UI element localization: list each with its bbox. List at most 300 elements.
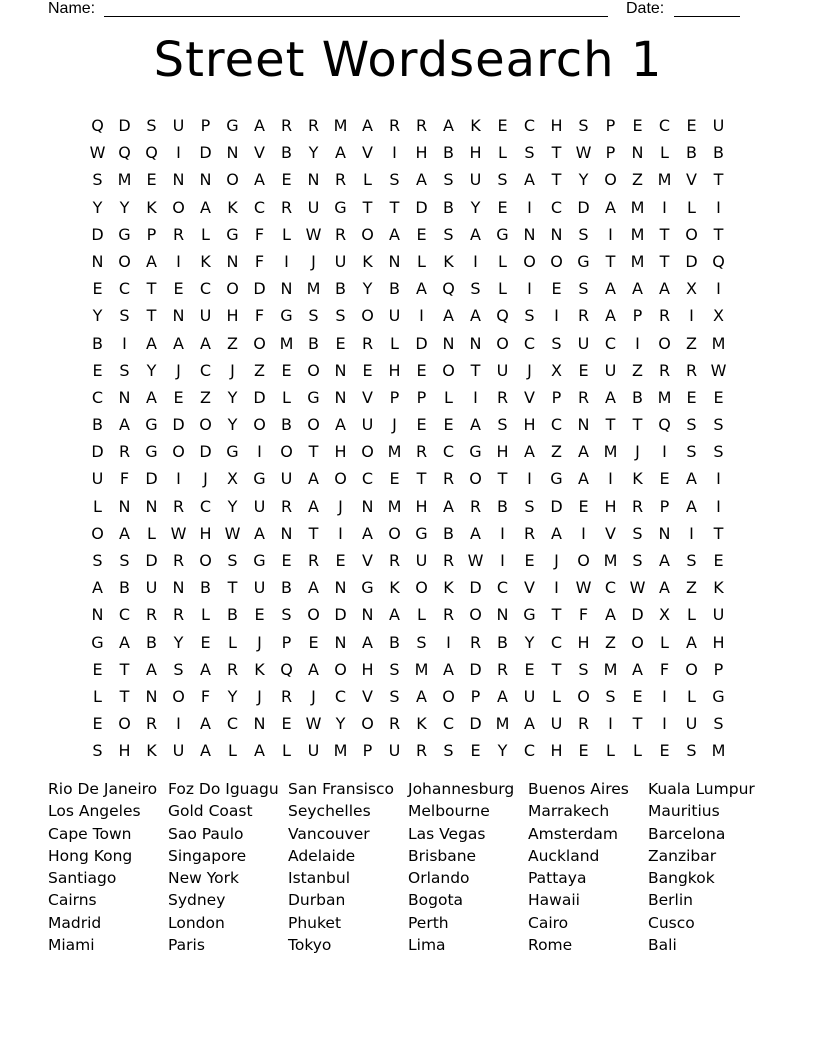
grid-letter[interactable]: S bbox=[443, 170, 454, 190]
grid-letter[interactable]: A bbox=[443, 116, 454, 135]
grid-letter[interactable]: C bbox=[199, 360, 212, 380]
grid-letter[interactable]: H bbox=[334, 442, 347, 462]
grid-letter[interactable]: X bbox=[659, 605, 670, 625]
grid-letter[interactable]: R bbox=[523, 523, 536, 543]
grid-letter[interactable]: B bbox=[308, 333, 319, 353]
grid-letter[interactable]: Y bbox=[578, 170, 589, 190]
grid-letter[interactable]: C bbox=[523, 333, 536, 353]
grid-letter[interactable]: O bbox=[361, 714, 374, 734]
grid-letter[interactable]: F bbox=[254, 224, 265, 244]
grid-letter[interactable]: T bbox=[713, 170, 724, 190]
grid-letter[interactable]: P bbox=[659, 496, 670, 516]
grid-letter[interactable]: P bbox=[200, 116, 211, 135]
grid-letter[interactable]: V bbox=[524, 578, 535, 598]
grid-letter[interactable]: J bbox=[257, 632, 262, 652]
grid-letter[interactable]: O bbox=[307, 605, 320, 625]
grid-letter[interactable]: T bbox=[713, 224, 724, 244]
grid-letter[interactable]: Z bbox=[632, 360, 643, 380]
grid-letter[interactable]: E bbox=[632, 686, 643, 706]
grid-letter[interactable]: O bbox=[685, 659, 698, 679]
grid-letter[interactable]: L bbox=[282, 387, 291, 407]
grid-letter[interactable]: B bbox=[281, 143, 292, 163]
grid-letter[interactable]: L bbox=[228, 632, 237, 652]
grid-letter[interactable]: I bbox=[635, 333, 640, 353]
grid-letter[interactable]: W bbox=[575, 143, 592, 163]
grid-letter[interactable]: L bbox=[417, 605, 426, 625]
grid-letter[interactable]: N bbox=[226, 251, 239, 271]
grid-letter[interactable]: E bbox=[281, 360, 292, 380]
grid-letter[interactable]: J bbox=[527, 360, 532, 380]
grid-letter[interactable]: C bbox=[523, 741, 536, 761]
grid-letter[interactable]: S bbox=[308, 306, 319, 326]
grid-letter[interactable]: L bbox=[93, 496, 102, 516]
grid-letter[interactable]: G bbox=[91, 632, 104, 652]
grid-letter[interactable]: T bbox=[416, 469, 427, 489]
grid-letter[interactable]: I bbox=[716, 279, 721, 299]
grid-letter[interactable]: O bbox=[253, 333, 266, 353]
grid-letter[interactable]: I bbox=[392, 143, 397, 163]
grid-letter[interactable]: R bbox=[334, 224, 347, 244]
grid-letter[interactable]: M bbox=[306, 279, 321, 299]
grid-letter[interactable]: O bbox=[550, 251, 563, 271]
grid-letter[interactable]: R bbox=[307, 551, 320, 570]
grid-letter[interactable]: G bbox=[253, 551, 266, 570]
grid-letter[interactable]: U bbox=[307, 197, 320, 217]
grid-letter[interactable]: Y bbox=[92, 197, 103, 217]
grid-letter[interactable]: W bbox=[170, 523, 187, 543]
grid-letter[interactable]: L bbox=[687, 197, 696, 217]
grid-letter[interactable]: C bbox=[199, 279, 212, 299]
grid-letter[interactable]: I bbox=[716, 496, 721, 516]
grid-letter[interactable]: G bbox=[361, 578, 374, 598]
grid-letter[interactable]: A bbox=[470, 306, 481, 326]
grid-letter[interactable]: R bbox=[280, 496, 293, 516]
grid-letter[interactable]: S bbox=[524, 143, 535, 163]
grid-letter[interactable]: Y bbox=[308, 143, 319, 163]
grid-letter[interactable]: O bbox=[172, 197, 185, 217]
grid-letter[interactable]: R bbox=[280, 116, 293, 135]
grid-letter[interactable]: U bbox=[253, 496, 266, 516]
grid-letter[interactable]: R bbox=[361, 333, 374, 353]
grid-letter[interactable]: P bbox=[146, 224, 157, 244]
grid-letter[interactable]: E bbox=[92, 360, 103, 380]
grid-letter[interactable]: D bbox=[469, 714, 482, 734]
grid-letter[interactable]: L bbox=[660, 632, 669, 652]
grid-letter[interactable]: M bbox=[603, 659, 618, 679]
grid-letter[interactable]: E bbox=[173, 387, 184, 407]
grid-letter[interactable]: C bbox=[442, 714, 455, 734]
grid-letter[interactable]: T bbox=[659, 224, 670, 244]
grid-letter[interactable]: V bbox=[254, 143, 265, 163]
grid-letter[interactable]: M bbox=[495, 714, 510, 734]
grid-letter[interactable]: B bbox=[92, 333, 103, 353]
grid-letter[interactable]: I bbox=[527, 279, 532, 299]
grid-letter[interactable]: A bbox=[416, 170, 427, 190]
grid-letter[interactable]: T bbox=[362, 197, 373, 217]
grid-letter[interactable]: B bbox=[443, 197, 454, 217]
grid-letter[interactable]: Y bbox=[227, 387, 238, 407]
grid-letter[interactable]: Y bbox=[227, 415, 238, 435]
grid-letter[interactable]: R bbox=[658, 306, 671, 326]
grid-letter[interactable]: S bbox=[578, 659, 589, 679]
grid-letter[interactable]: C bbox=[604, 578, 617, 598]
grid-letter[interactable]: D bbox=[199, 442, 212, 462]
grid-letter[interactable]: O bbox=[280, 442, 293, 462]
grid-letter[interactable]: A bbox=[308, 578, 319, 598]
grid-letter[interactable]: R bbox=[442, 469, 455, 489]
grid-letter[interactable]: U bbox=[280, 469, 293, 489]
grid-letter[interactable]: K bbox=[389, 578, 400, 598]
grid-letter[interactable]: V bbox=[686, 170, 697, 190]
grid-letter[interactable]: V bbox=[362, 143, 373, 163]
grid-letter[interactable]: G bbox=[280, 306, 293, 326]
grid-letter[interactable]: O bbox=[334, 469, 347, 489]
grid-letter[interactable]: I bbox=[122, 333, 127, 353]
grid-letter[interactable]: C bbox=[118, 605, 131, 625]
grid-letter[interactable]: A bbox=[146, 387, 157, 407]
grid-letter[interactable]: Q bbox=[712, 251, 725, 271]
grid-letter[interactable]: I bbox=[689, 306, 694, 326]
grid-letter[interactable]: O bbox=[469, 469, 482, 489]
grid-letter[interactable]: I bbox=[527, 469, 532, 489]
grid-letter[interactable]: E bbox=[92, 659, 103, 679]
grid-letter[interactable]: P bbox=[713, 659, 724, 679]
grid-letter[interactable]: S bbox=[389, 686, 400, 706]
grid-letter[interactable]: O bbox=[523, 251, 536, 271]
grid-letter[interactable]: A bbox=[605, 387, 616, 407]
grid-letter[interactable]: I bbox=[419, 306, 424, 326]
grid-letter[interactable]: H bbox=[415, 496, 428, 516]
grid-letter[interactable]: A bbox=[254, 523, 265, 543]
grid-letter[interactable]: A bbox=[254, 741, 265, 761]
grid-letter[interactable]: R bbox=[226, 659, 239, 679]
grid-letter[interactable]: K bbox=[227, 197, 238, 217]
grid-letter[interactable]: U bbox=[496, 360, 509, 380]
grid-letter[interactable]: R bbox=[280, 686, 293, 706]
grid-letter[interactable]: T bbox=[470, 360, 481, 380]
grid-letter[interactable]: Y bbox=[119, 197, 130, 217]
grid-letter[interactable]: M bbox=[387, 496, 402, 516]
grid-letter[interactable]: I bbox=[176, 714, 181, 734]
grid-letter[interactable]: E bbox=[659, 741, 670, 761]
grid-letter[interactable]: S bbox=[92, 551, 103, 570]
grid-letter[interactable]: W bbox=[89, 143, 106, 163]
grid-letter[interactable]: L bbox=[687, 686, 696, 706]
grid-letter[interactable]: P bbox=[605, 116, 616, 135]
grid-letter[interactable]: A bbox=[686, 469, 697, 489]
grid-letter[interactable]: O bbox=[442, 686, 455, 706]
grid-letter[interactable]: B bbox=[227, 605, 238, 625]
grid-letter[interactable]: E bbox=[416, 415, 427, 435]
grid-letter[interactable]: A bbox=[605, 605, 616, 625]
grid-letter[interactable]: H bbox=[712, 632, 725, 652]
grid-letter[interactable]: U bbox=[604, 360, 617, 380]
grid-letter[interactable]: Y bbox=[497, 741, 508, 761]
grid-letter[interactable]: G bbox=[226, 224, 239, 244]
grid-letter[interactable]: Q bbox=[118, 143, 131, 163]
grid-letter[interactable]: A bbox=[416, 279, 427, 299]
grid-letter[interactable]: R bbox=[496, 387, 509, 407]
grid-letter[interactable]: E bbox=[578, 496, 589, 516]
grid-letter[interactable]: A bbox=[551, 523, 562, 543]
grid-letter[interactable]: E bbox=[362, 360, 373, 380]
grid-letter[interactable]: R bbox=[388, 116, 401, 135]
grid-letter[interactable]: U bbox=[712, 605, 725, 625]
grid-letter[interactable]: S bbox=[713, 714, 724, 734]
grid-letter[interactable]: A bbox=[605, 279, 616, 299]
grid-letter[interactable]: A bbox=[578, 469, 589, 489]
grid-letter[interactable]: C bbox=[604, 333, 617, 353]
grid-letter[interactable]: A bbox=[254, 170, 265, 190]
grid-letter[interactable]: L bbox=[363, 170, 372, 190]
grid-letter[interactable]: T bbox=[605, 415, 616, 435]
grid-letter[interactable]: E bbox=[470, 741, 481, 761]
grid-letter[interactable]: S bbox=[173, 659, 184, 679]
grid-letter[interactable]: G bbox=[226, 442, 239, 462]
grid-letter[interactable]: O bbox=[442, 360, 455, 380]
grid-letter[interactable]: I bbox=[554, 306, 559, 326]
grid-letter[interactable]: P bbox=[470, 686, 481, 706]
grid-letter[interactable]: S bbox=[578, 224, 589, 244]
grid-letter[interactable]: H bbox=[523, 415, 536, 435]
grid-letter[interactable]: R bbox=[172, 224, 185, 244]
grid-letter[interactable]: S bbox=[443, 224, 454, 244]
grid-letter[interactable]: A bbox=[389, 605, 400, 625]
grid-letter[interactable]: K bbox=[713, 578, 724, 598]
grid-letter[interactable]: E bbox=[497, 197, 508, 217]
grid-letter[interactable]: K bbox=[146, 197, 157, 217]
grid-letter[interactable]: O bbox=[199, 551, 212, 570]
grid-letter[interactable]: O bbox=[118, 251, 131, 271]
grid-letter[interactable]: I bbox=[581, 523, 586, 543]
grid-letter[interactable]: S bbox=[470, 279, 481, 299]
grid-letter[interactable]: A bbox=[497, 686, 508, 706]
grid-letter[interactable]: N bbox=[334, 632, 347, 652]
grid-letter[interactable]: Z bbox=[632, 170, 643, 190]
grid-letter[interactable]: B bbox=[686, 143, 697, 163]
grid-letter[interactable]: I bbox=[662, 197, 667, 217]
grid-letter[interactable]: N bbox=[334, 360, 347, 380]
grid-letter[interactable]: T bbox=[551, 143, 562, 163]
grid-letter[interactable]: A bbox=[659, 551, 670, 570]
grid-letter[interactable]: V bbox=[605, 523, 616, 543]
grid-letter[interactable]: V bbox=[362, 686, 373, 706]
grid-letter[interactable]: T bbox=[713, 523, 724, 543]
grid-letter[interactable]: E bbox=[335, 333, 346, 353]
grid-letter[interactable]: O bbox=[226, 279, 239, 299]
grid-letter[interactable]: I bbox=[527, 197, 532, 217]
grid-letter[interactable]: O bbox=[685, 224, 698, 244]
grid-letter[interactable]: D bbox=[415, 333, 428, 353]
grid-letter[interactable]: A bbox=[578, 442, 589, 462]
grid-letter[interactable]: E bbox=[686, 387, 697, 407]
grid-letter[interactable]: H bbox=[388, 360, 401, 380]
grid-letter[interactable]: C bbox=[658, 116, 671, 135]
grid-letter[interactable]: G bbox=[145, 415, 158, 435]
grid-letter[interactable]: I bbox=[608, 714, 613, 734]
grid-letter[interactable]: C bbox=[199, 496, 212, 516]
grid-letter[interactable]: K bbox=[200, 251, 211, 271]
grid-letter[interactable]: B bbox=[146, 632, 157, 652]
grid-letter[interactable]: I bbox=[338, 523, 343, 543]
grid-letter[interactable]: A bbox=[389, 224, 400, 244]
grid-letter[interactable]: B bbox=[443, 143, 454, 163]
grid-letter[interactable]: E bbox=[578, 741, 589, 761]
grid-letter[interactable]: S bbox=[686, 741, 697, 761]
grid-letter[interactable]: B bbox=[335, 279, 346, 299]
grid-letter[interactable]: K bbox=[416, 714, 427, 734]
grid-letter[interactable]: G bbox=[415, 523, 428, 543]
grid-letter[interactable]: Y bbox=[146, 360, 157, 380]
grid-letter[interactable]: E bbox=[551, 279, 562, 299]
grid-letter[interactable]: T bbox=[146, 306, 157, 326]
grid-letter[interactable]: Z bbox=[686, 578, 697, 598]
grid-letter[interactable]: N bbox=[658, 523, 671, 543]
grid-letter[interactable]: A bbox=[308, 659, 319, 679]
grid-letter[interactable]: S bbox=[578, 116, 589, 135]
grid-letter[interactable]: M bbox=[414, 659, 429, 679]
grid-letter[interactable]: A bbox=[524, 442, 535, 462]
grid-letter[interactable]: L bbox=[147, 523, 156, 543]
grid-letter[interactable]: D bbox=[253, 387, 266, 407]
grid-letter[interactable]: B bbox=[713, 143, 724, 163]
grid-letter[interactable]: R bbox=[172, 605, 185, 625]
grid-letter[interactable]: Q bbox=[442, 279, 455, 299]
grid-letter[interactable]: E bbox=[524, 659, 535, 679]
grid-letter[interactable]: C bbox=[361, 469, 374, 489]
grid-letter[interactable]: F bbox=[578, 605, 589, 625]
grid-letter[interactable]: D bbox=[145, 469, 158, 489]
grid-letter[interactable]: O bbox=[577, 686, 590, 706]
grid-letter[interactable]: U bbox=[415, 551, 428, 570]
grid-letter[interactable]: Q bbox=[91, 116, 104, 135]
grid-letter[interactable]: I bbox=[473, 387, 478, 407]
grid-letter[interactable]: S bbox=[686, 415, 697, 435]
grid-letter[interactable]: S bbox=[686, 442, 697, 462]
grid-letter[interactable]: S bbox=[524, 496, 535, 516]
grid-letter[interactable]: L bbox=[390, 333, 399, 353]
grid-letter[interactable]: O bbox=[199, 415, 212, 435]
grid-letter[interactable]: G bbox=[226, 116, 239, 135]
grid-letter[interactable]: S bbox=[146, 116, 157, 135]
grid-letter[interactable]: X bbox=[713, 306, 724, 326]
grid-letter[interactable]: E bbox=[416, 360, 427, 380]
grid-letter[interactable]: F bbox=[119, 469, 130, 489]
grid-letter[interactable]: A bbox=[119, 632, 130, 652]
grid-letter[interactable]: M bbox=[630, 197, 645, 217]
grid-letter[interactable]: E bbox=[308, 632, 319, 652]
grid-letter[interactable]: T bbox=[632, 415, 643, 435]
grid-letter[interactable]: A bbox=[119, 415, 130, 435]
grid-letter[interactable]: U bbox=[712, 116, 725, 135]
grid-letter[interactable]: M bbox=[333, 116, 348, 135]
grid-letter[interactable]: N bbox=[172, 306, 185, 326]
grid-letter[interactable]: P bbox=[605, 143, 616, 163]
grid-letter[interactable]: N bbox=[118, 496, 131, 516]
grid-letter[interactable]: U bbox=[361, 415, 374, 435]
grid-letter[interactable]: I bbox=[473, 251, 478, 271]
grid-letter[interactable]: V bbox=[362, 551, 373, 570]
grid-letter[interactable]: Y bbox=[524, 632, 535, 652]
grid-letter[interactable]: A bbox=[146, 659, 157, 679]
grid-letter[interactable]: W bbox=[305, 224, 322, 244]
grid-letter[interactable]: A bbox=[443, 306, 454, 326]
grid-letter[interactable]: A bbox=[308, 469, 319, 489]
grid-letter[interactable]: R bbox=[118, 442, 131, 462]
grid-letter[interactable]: X bbox=[686, 279, 697, 299]
grid-letter[interactable]: T bbox=[551, 659, 562, 679]
grid-letter[interactable]: A bbox=[254, 116, 265, 135]
grid-letter[interactable]: D bbox=[334, 605, 347, 625]
grid-letter[interactable]: B bbox=[389, 632, 400, 652]
grid-letter[interactable]: G bbox=[712, 686, 725, 706]
grid-letter[interactable]: B bbox=[92, 415, 103, 435]
grid-letter[interactable]: E bbox=[254, 605, 265, 625]
grid-letter[interactable]: F bbox=[200, 686, 211, 706]
grid-letter[interactable]: R bbox=[145, 605, 158, 625]
grid-letter[interactable]: N bbox=[280, 523, 293, 543]
grid-letter[interactable]: I bbox=[284, 251, 289, 271]
grid-letter[interactable]: D bbox=[550, 496, 563, 516]
grid-letter[interactable]: L bbox=[552, 686, 561, 706]
grid-letter[interactable]: E bbox=[713, 387, 724, 407]
grid-letter[interactable]: A bbox=[200, 659, 211, 679]
grid-letter[interactable]: D bbox=[91, 224, 104, 244]
grid-letter[interactable]: J bbox=[176, 360, 181, 380]
grid-letter[interactable]: U bbox=[307, 741, 320, 761]
grid-letter[interactable]: O bbox=[307, 360, 320, 380]
grid-letter[interactable]: E bbox=[497, 116, 508, 135]
grid-letter[interactable]: R bbox=[496, 659, 509, 679]
grid-letter[interactable]: L bbox=[282, 224, 291, 244]
grid-letter[interactable]: A bbox=[443, 659, 454, 679]
grid-letter[interactable]: O bbox=[118, 714, 131, 734]
grid-letter[interactable]: M bbox=[630, 251, 645, 271]
grid-letter[interactable]: O bbox=[172, 442, 185, 462]
grid-letter[interactable]: A bbox=[200, 741, 211, 761]
grid-letter[interactable]: H bbox=[469, 143, 482, 163]
grid-letter[interactable]: F bbox=[659, 659, 670, 679]
grid-letter[interactable]: U bbox=[388, 306, 401, 326]
grid-letter[interactable]: A bbox=[632, 659, 643, 679]
grid-letter[interactable]: W bbox=[629, 578, 646, 598]
grid-letter[interactable]: N bbox=[496, 605, 509, 625]
grid-letter[interactable]: S bbox=[497, 415, 508, 435]
grid-letter[interactable]: M bbox=[657, 387, 672, 407]
grid-letter[interactable]: U bbox=[577, 333, 590, 353]
grid-letter[interactable]: B bbox=[497, 632, 508, 652]
grid-letter[interactable]: H bbox=[199, 523, 212, 543]
grid-letter[interactable]: O bbox=[361, 442, 374, 462]
grid-letter[interactable]: B bbox=[281, 415, 292, 435]
grid-letter[interactable]: U bbox=[145, 578, 158, 598]
grid-letter[interactable]: A bbox=[659, 578, 670, 598]
grid-letter[interactable]: N bbox=[550, 224, 563, 244]
grid-letter[interactable]: M bbox=[117, 170, 132, 190]
grid-letter[interactable]: T bbox=[146, 279, 157, 299]
grid-letter[interactable]: C bbox=[496, 578, 509, 598]
grid-letter[interactable]: C bbox=[523, 116, 536, 135]
grid-letter[interactable]: U bbox=[469, 170, 482, 190]
grid-letter[interactable]: A bbox=[524, 170, 535, 190]
grid-letter[interactable]: Y bbox=[335, 714, 346, 734]
grid-letter[interactable]: R bbox=[145, 714, 158, 734]
grid-letter[interactable]: P bbox=[416, 387, 427, 407]
grid-letter[interactable]: S bbox=[416, 632, 427, 652]
grid-letter[interactable]: A bbox=[686, 632, 697, 652]
grid-letter[interactable]: O bbox=[604, 170, 617, 190]
grid-letter[interactable]: H bbox=[118, 741, 131, 761]
